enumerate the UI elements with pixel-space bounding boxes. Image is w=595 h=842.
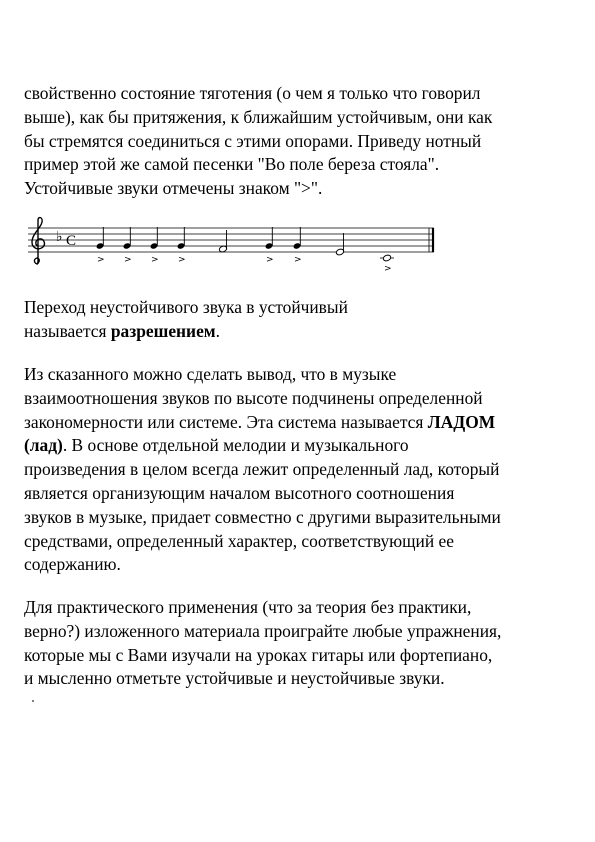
note-6 — [265, 227, 274, 265]
text-line: звуков в музыке, придает совместно с другими выразительными — [24, 506, 501, 527]
note-9 — [380, 254, 394, 274]
paragraph-practice — [24, 596, 576, 691]
text-line: свойственно состояние тяготения (о чем я только что говорил — [24, 83, 481, 103]
accent-mark: > — [151, 255, 159, 265]
note-5 — [219, 230, 228, 253]
text-line: является организующим началом высотного соотношения — [24, 482, 455, 503]
term-mode: (лад) — [24, 435, 63, 456]
text-line — [24, 411, 576, 435]
text-line: Переход неустойчивого звука в устойчивый — [24, 297, 348, 317]
accent-mark: > — [294, 255, 302, 265]
treble-clef-icon — [32, 218, 44, 264]
term-resolution: разрешением — [110, 320, 216, 341]
text-line: Для практического применения (что за теория без практики, — [24, 597, 472, 617]
text-line: бы стремятся соединиться с этими опорами. Приведу нотный — [24, 130, 482, 151]
paragraph-resolution — [24, 296, 576, 344]
stray-dot — [32, 700, 34, 702]
flat-key-signature: ♭ — [56, 229, 63, 245]
note-8 — [336, 233, 345, 256]
note-3 — [150, 227, 159, 265]
text-line: взаимоотношения звуков по высоте подчинены определенной — [24, 387, 483, 408]
common-time-signature: C — [66, 233, 77, 249]
note-2 — [123, 227, 132, 265]
paragraph-tension — [24, 82, 576, 201]
term-mode-caps: ЛАДОМ — [427, 411, 496, 432]
text-line: которые мы с Вами изучали на уроках гитары или фортепиано, — [24, 644, 493, 665]
accent-mark: > — [384, 264, 392, 274]
text-fragment: называется — [24, 320, 111, 341]
text-fragment: . — [215, 320, 221, 341]
text-line: средствами, определенный характер, соответствующий ее — [24, 530, 454, 551]
text-line: содержанию. — [24, 554, 121, 575]
accent-mark: > — [266, 255, 274, 265]
note-1 — [96, 227, 105, 265]
staff-lines — [28, 228, 434, 252]
text-line: выше), как бы притяжения, к ближайшим устойчивым, они как — [24, 106, 493, 127]
note-4 — [177, 227, 186, 265]
text-line — [24, 320, 576, 344]
note-7 — [293, 227, 302, 265]
accent-mark: > — [97, 255, 105, 265]
text-line: и мысленно отметьте устойчивые и неустойчивые звуки. — [24, 668, 445, 689]
text-line: Устойчивые звуки отмечены знаком ">". — [24, 178, 323, 199]
text-fragment: закономерности или системе. Эта система называется — [24, 411, 428, 432]
text-line: верно?) изложенного материала проиграйте любые упражнения, — [24, 620, 502, 641]
text-line — [24, 434, 576, 458]
text-fragment: . В основе отдельной мелодии и музыкального — [62, 435, 409, 456]
text-line: Из сказанного можно сделать вывод, что в музыке — [24, 364, 397, 384]
accent-mark: > — [124, 255, 132, 265]
paragraph-mode — [24, 363, 576, 577]
accent-mark: > — [178, 255, 186, 265]
music-example-staff — [24, 214, 444, 274]
text-line: произведения в целом всегда лежит определенный лад, который — [24, 459, 500, 480]
text-line: пример этой же самой песенки "Во поле береза стояла". — [24, 154, 440, 175]
